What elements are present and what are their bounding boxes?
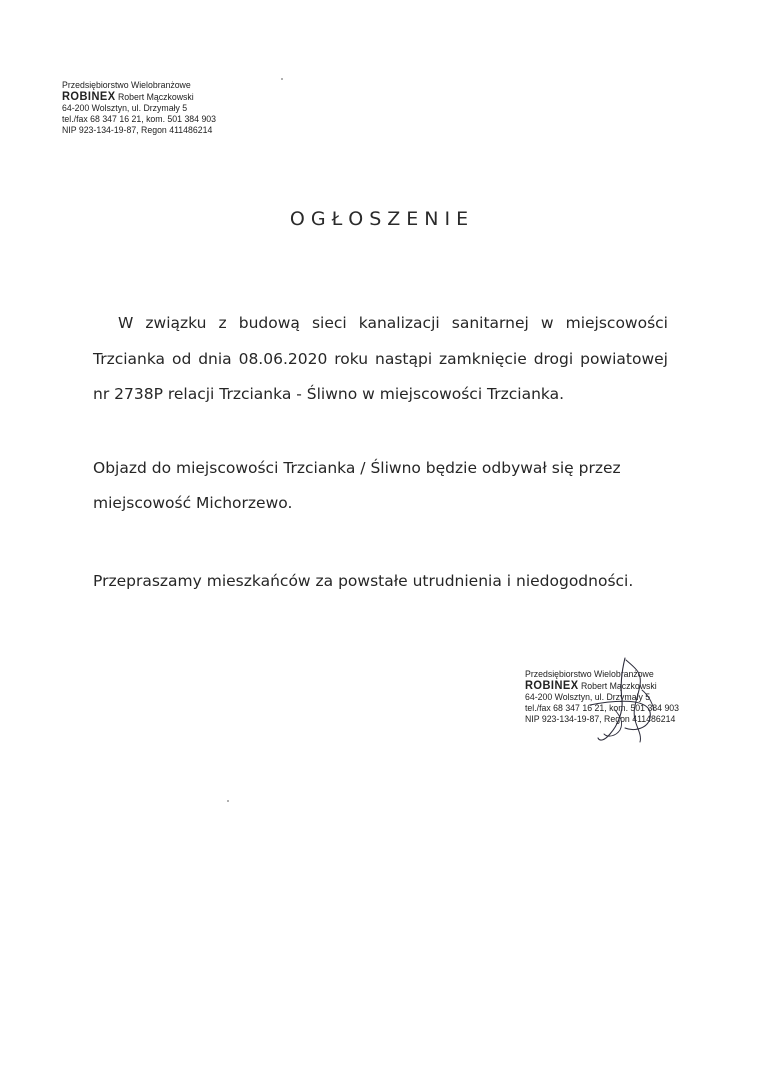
scan-speck [281,78,283,80]
stamp-brand: ROBINEX [62,89,116,103]
announcement-paragraph-2 [93,451,668,521]
handwritten-signature [580,650,690,750]
stamp-address: 64-200 Wolsztyn, ul. Drzymały 5 [62,103,188,114]
company-stamp-header [62,80,216,136]
stamp-ids: NIP 923-134-19-87, Regon 411486214 [62,125,213,136]
stamp-company-type: Przedsiębiorstwo Wielobranżowe [62,80,191,91]
stamp-ids: NIP 923-134-19-87, Regon 411486214 [525,714,676,725]
detour-line-1: Objazd do miejscowości Trzcianka / Śliwno będzie odbywał się przez [93,459,621,477]
stamp-phone: tel./fax 68 347 16 21, kom. 501 384 903 [62,114,217,125]
stamp-brand-line [62,91,216,103]
stamp-owner: Robert Mączkowski [117,92,194,103]
apology-paragraph: Przepraszamy mieszkańców za powstałe utrudnienia i niedogodności. [93,572,634,590]
stamp-phone: tel./fax 68 347 16 21, kom. 501 384 903 [525,703,680,714]
stamp-owner: Robert Mączkowski [580,681,657,692]
stamp-company-type: Przedsiębiorstwo Wielobranżowe [525,669,654,680]
document-title: OGŁOSZENIE [289,208,475,230]
announcement-paragraph-1: W związku z budową sieci kanalizacji sanitarnej w miejscowości Trzcianka od dnia 08.06.2020 roku nastąpi zamknięcie drogi powiatowej nr 2738P relacji Trzcianka - Śliwno w miejscowości Trzcianka. [93,314,668,403]
stamp-brand: ROBINEX [525,678,579,692]
detour-line-2: miejscowość Michorzewo. [93,494,293,512]
scan-speck [227,800,229,802]
stamp-address: 64-200 Wolsztyn, ul. Drzymały 5 [525,692,651,703]
